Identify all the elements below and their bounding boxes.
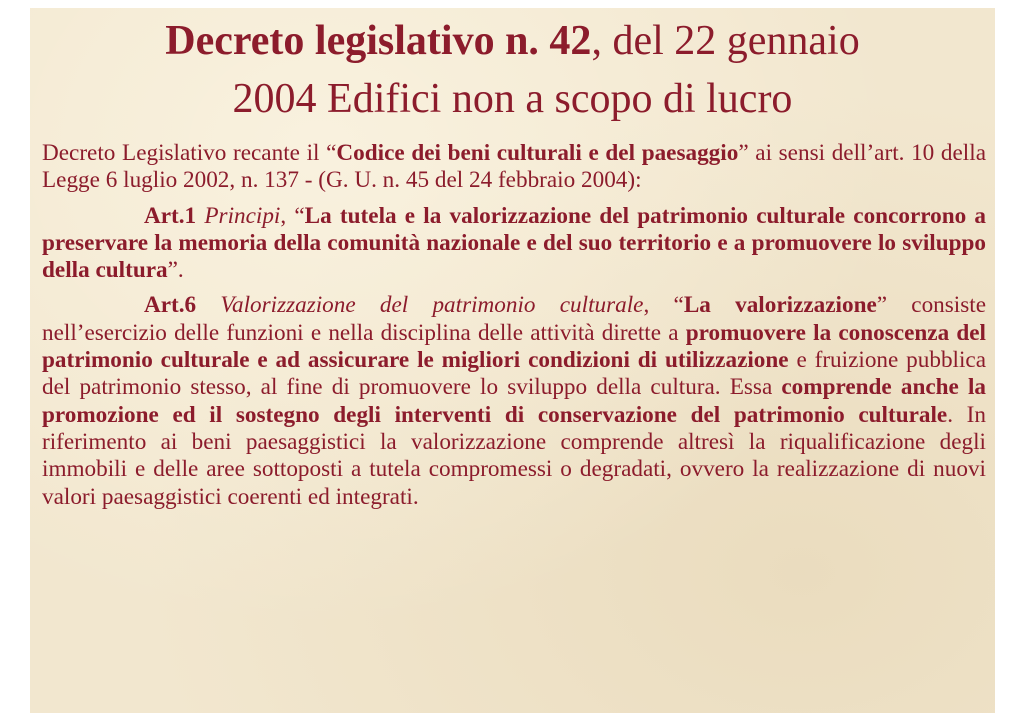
- document-body: [42, 140, 986, 511]
- article-1-label: Art.1: [144, 202, 197, 229]
- intro-text-1: Decreto Legislativo recante il “: [42, 140, 337, 166]
- article-1-title: Principi: [204, 202, 281, 229]
- article-6-bold-1: La valorizzazione: [683, 292, 877, 319]
- article-6-text-4: . In riferimento ai beni paesaggistici la valorizzazione comprende altresì la riqualificazione degli immobili e delle aree sottoposti a tutela compromessi o degradati, ovvero la realizzazione di nuovi valori paesaggistici coerenti ed integrati.: [42, 401, 986, 510]
- document-page: [30, 8, 995, 713]
- article-1-text-1: , “: [280, 202, 305, 229]
- article-1-paragraph: [42, 203, 986, 285]
- title-rest: , del 22 gennaio: [591, 18, 860, 64]
- title-line-1: [50, 12, 975, 70]
- intro-bold-1: Codice dei beni culturali e del paesaggio: [336, 140, 739, 166]
- article-6-bold-2: promuovere la conoscenza del patrimonio culturale e ad assicurare le migliori condizioni di utilizzazione: [42, 319, 986, 374]
- article-6-text-1: , “: [643, 292, 684, 319]
- article-6-bold-3: comprende anche la promozione ed il sostegno degli interventi di conservazione del patrimonio culturale: [42, 374, 986, 428]
- article-6-paragraph: [42, 292, 986, 510]
- article-6-title: Valorizzazione del patrimonio culturale: [220, 292, 644, 319]
- article-6-text-2: ” consiste nell’esercizio delle funzioni e nella disciplina delle attività dirette a: [42, 292, 986, 346]
- article-6-text-3: e fruizione pubblica del patrimonio stesso, al fine di promuovere lo sviluppo della cultura. Essa: [42, 347, 987, 401]
- article-6-label: Art.6: [144, 292, 197, 319]
- intro-paragraph: [42, 140, 986, 195]
- article-1-text-2: ”.: [167, 257, 184, 284]
- article-1-bold-text: La tutela e la valorizzazione del patrimonio culturale concorrono a preservare la memoria della comunità nazionale e del suo territorio e a promuovere lo sviluppo della cultura: [42, 202, 987, 284]
- page-title: [30, 12, 995, 128]
- title-line-2: 2004 Edifici non a scopo di lucro: [232, 76, 793, 122]
- title-bold: Decreto legislativo n. 42: [165, 18, 592, 64]
- intro-text-2: ” ai sensi dell’art. 10 della Legge 6 luglio 2002, n. 137 - (G. U. n. 45 del 24 febbraio 2004):: [42, 140, 986, 194]
